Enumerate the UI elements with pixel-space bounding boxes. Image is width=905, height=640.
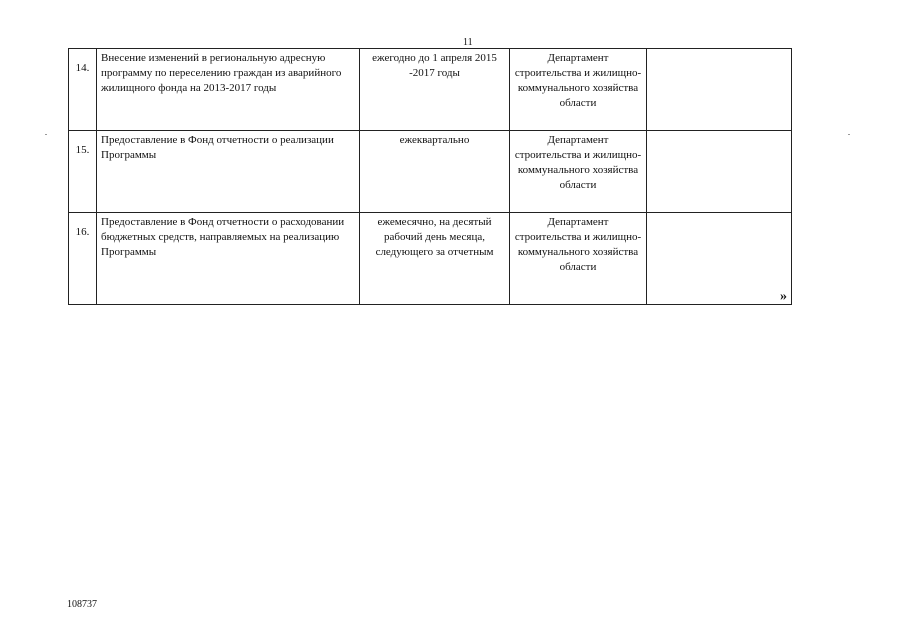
- table-row: [69, 49, 792, 131]
- closing-quote-mark: »: [780, 289, 787, 304]
- row-number: 14.: [69, 49, 97, 131]
- row-number: 15.: [69, 131, 97, 213]
- row-executor: Департамент строительства и жилищно-коммунального хозяйства области: [510, 49, 647, 131]
- scan-artifact: [45, 134, 47, 135]
- row-note: [647, 49, 792, 131]
- row-description: Внесение изменений в региональную адресную программу по переселению граждан из аварийного жилищного фонда на 2013-2017 годы: [97, 49, 360, 131]
- row-note: [647, 131, 792, 213]
- table-row: [69, 213, 792, 305]
- row-executor: Департамент строительства и жилищно-коммунального хозяйства области: [510, 131, 647, 213]
- row-deadline: ежемесячно, на десятый рабочий день месяца, следующего за отчетным: [360, 213, 510, 305]
- page-number: 11: [463, 37, 473, 48]
- row-number: 16.: [69, 213, 97, 305]
- row-description: Предоставление в Фонд отчетности о расходовании бюджетных средств, направляемых на реализацию Программы: [97, 213, 360, 305]
- scan-artifact: [848, 134, 850, 135]
- document-code: 108737: [67, 599, 97, 610]
- row-deadline: ежеквартально: [360, 131, 510, 213]
- row-deadline: ежегодно до 1 апреля 2015 -2017 годы: [360, 49, 510, 131]
- row-executor: Департамент строительства и жилищно-коммунального хозяйства области: [510, 213, 647, 305]
- plan-table: [68, 48, 792, 305]
- table-row: [69, 131, 792, 213]
- row-description: Предоставление в Фонд отчетности о реализации Программы: [97, 131, 360, 213]
- row-note: [647, 213, 792, 305]
